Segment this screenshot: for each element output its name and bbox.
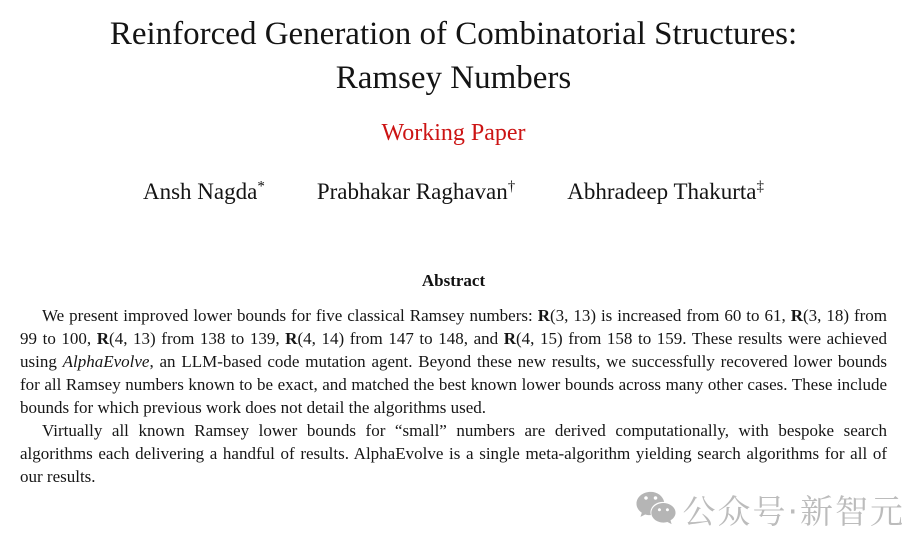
author-1 (143, 179, 265, 205)
working-paper-label: Working Paper (381, 120, 526, 146)
wechat-icon (635, 490, 677, 530)
watermark-text: 公众号·新智元 (682, 492, 905, 531)
paper-title (0, 12, 907, 100)
abstract-body (20, 304, 887, 488)
author-list (0, 179, 907, 205)
title-line-1: Reinforced Generation of Combinatorial Structures: (109, 16, 798, 52)
author-1-name: Ansh Nagda (142, 179, 258, 204)
abstract-paragraph-2: Virtually all known Ramsey lower bounds for “small” numbers are derived computationally, with bespoke search algorithms each delivering a handful of results. AlphaEvolve is a single meta-algorithm yielding search algorithms for all of our results. (20, 421, 887, 486)
watermark (635, 486, 906, 533)
title-line-2: Ramsey Numbers (335, 60, 572, 96)
author-2-footnote-mark: † (507, 178, 516, 195)
author-3 (567, 179, 764, 205)
author-1-footnote-mark: * (257, 178, 265, 195)
paper-page (0, 12, 907, 537)
abstract-heading: Abstract (421, 271, 486, 290)
author-2-name: Prabhakar Raghavan (316, 179, 508, 204)
abstract-paragraph-1: We present improved lower bounds for five classical Ramsey numbers: R(3, 13) is increased from 60 to 61, R(3, 18) from 99 to 100, R(4, 13) from 138 to 139, R(4, 14) from 147 to 148, and R(4, 15) from 158 to 159. These results were achieved using AlphaEvolve, an LLM-based code mutation agent. Beyond these new results, we successfully recovered lower bounds for all Ramsey numbers known to be exact, and matched the best known lower bounds across many other cases. These include bounds for which previous work does not detail the algorithms used. (20, 306, 887, 417)
author-3-footnote-mark: ‡ (756, 178, 765, 195)
author-3-name: Abhradeep Thakurta (567, 179, 757, 204)
author-2 (317, 179, 515, 205)
